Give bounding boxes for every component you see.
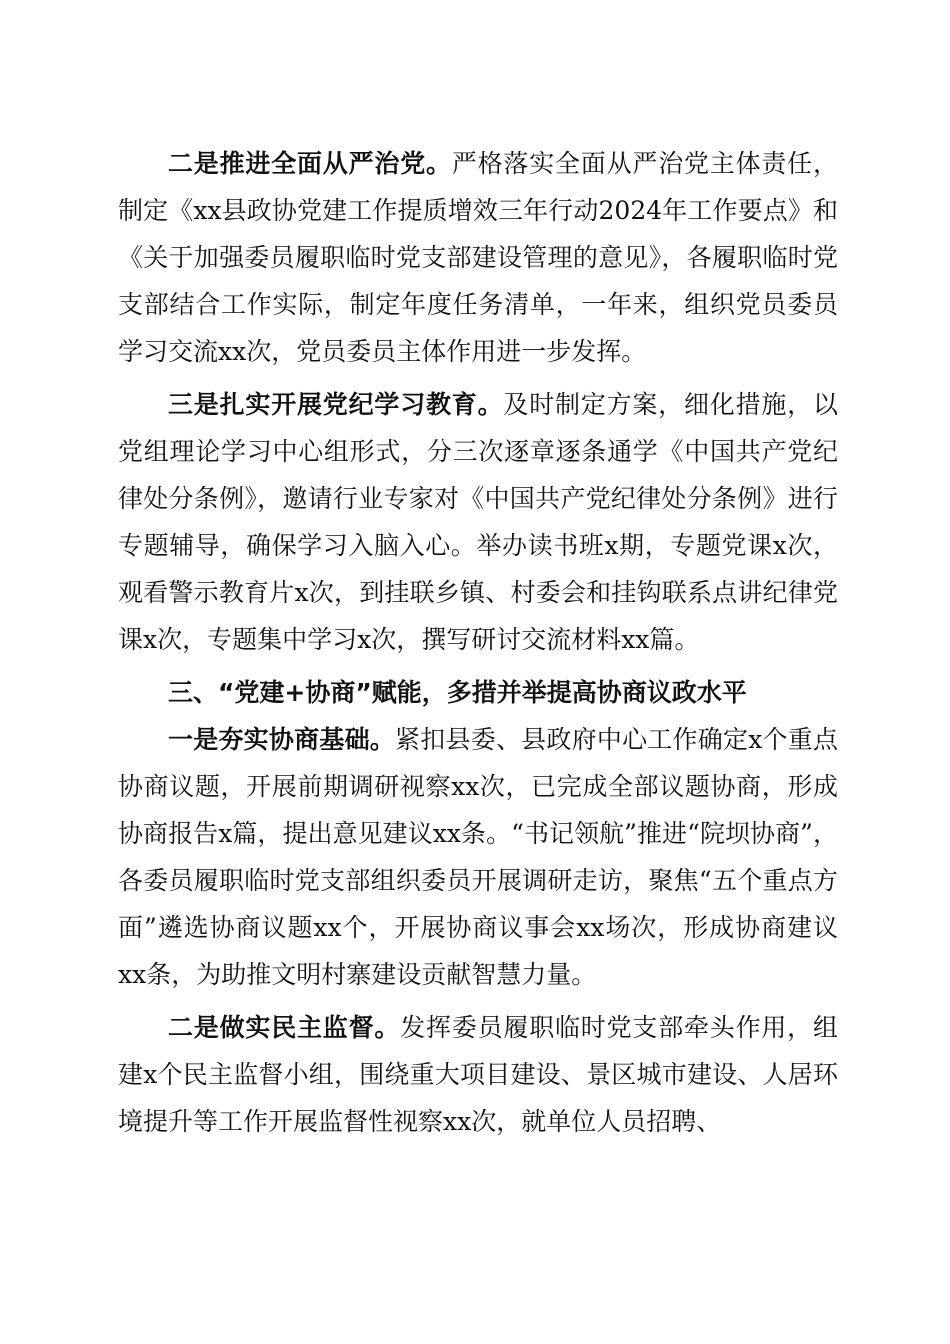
paragraph-democratic-supervision [118, 1004, 838, 1145]
paragraph-discipline-education [118, 381, 838, 663]
paragraph-lead: 二是推进全面从严治党。 [168, 149, 452, 178]
paragraph-body: 及时制定方案，细化措施，以党组理论学习中心组形式，分三次逐章逐条通学《中国共产党纪律处分条例》，邀请行业专家对《中国共产党纪律处分条例》进行专题辅导，确保学习入脑入心。举办读书班x期，专题党课x次，观看警示教育片x次，到挂联乡镇、村委会和挂钩联系点讲纪律党课x次，专题集中学习x次，撰写研讨交流材料xx篇。 [118, 390, 838, 654]
paragraph-lead: 三是扎实开展党纪学习教育。 [168, 390, 504, 419]
paragraph-lead: 二是做实民主监督。 [168, 1013, 401, 1042]
section-heading: 三、“党建+协商”赋能，多措并举提高协商议政水平 [168, 678, 747, 707]
document-body [118, 140, 838, 1145]
paragraph-body: 严格落实全面从严治党主体责任，制定《xx县政协党建工作提质增效三年行动2024年工作要点》和《关于加强委员履职临时党支部建设管理的意见》，各履职临时党支部结合工作实际，制定年度任务清单，一年来，组织党员委员学习交流xx次，党员委员主体作用进一步发挥。 [118, 149, 838, 366]
paragraph-consultation-foundation [118, 716, 838, 998]
paragraph-body: 紧扣县委、县政府中心工作确定x个重点协商议题，开展前期调研视察xx次，已完成全部议题协商，形成协商报告x篇，提出意见建议xx条。“书记领航”推进“院坝协商”，各委员履职临时党支部组织委员开展调研走访，聚焦“五个重点方面”遴选协商议题xx个，开展协商议事会xx场次，形成协商建议xx条，为助推文明村寨建设贡献智慧力量。 [118, 725, 838, 989]
paragraph-party-governance [118, 140, 838, 375]
paragraph-body: 发挥委员履职临时党支部牵头作用，组建x个民主监督小组，围绕重大项目建设、景区城市建设、人居环境提升等工作开展监督性视察xx次，就单位人员招聘、 [118, 1013, 838, 1136]
paragraph-lead: 一是夯实协商基础。 [168, 725, 396, 754]
